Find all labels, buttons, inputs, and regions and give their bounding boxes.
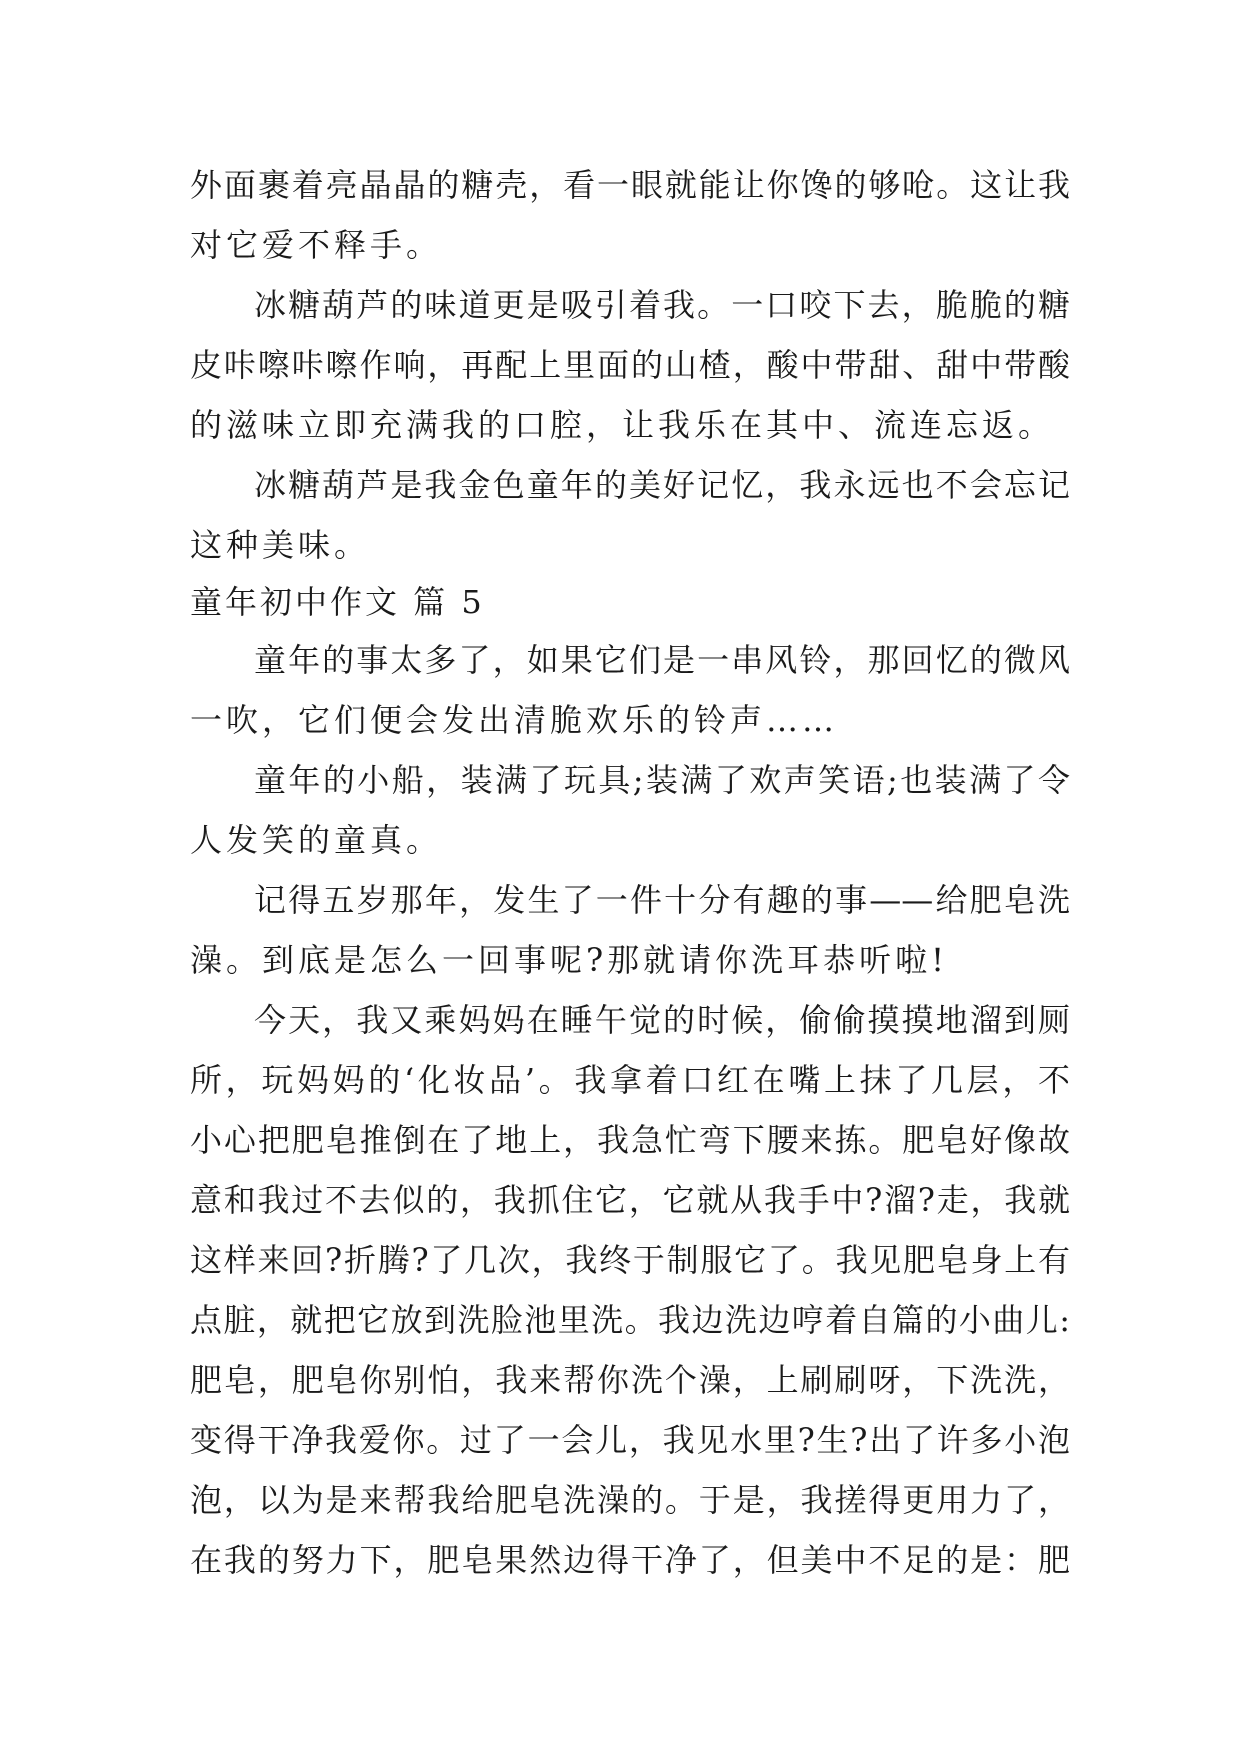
text-line: 在我的努力下，肥皂果然边得干净了，但美中不足的是：肥 <box>190 1541 1070 1579</box>
text-line: 记得五岁那年，发生了一件十分有趣的事——给肥皂洗 <box>254 881 1070 919</box>
text-line: 童年的事太多了，如果它们是一串风铃，那回忆的微风 <box>254 641 1070 679</box>
text-line: 泡，以为是来帮我给肥皂洗澡的。于是，我搓得更用力了， <box>190 1481 1070 1519</box>
text-line: 冰糖葫芦是我金色童年的美好记忆，我永远也不会忘记 <box>254 466 1070 504</box>
text-line: 对它爱不释手。 <box>190 226 443 264</box>
text-line: 这种美味。 <box>190 526 371 564</box>
text-line: 澡。到底是怎么一回事呢?那就请你洗耳恭听啦! <box>190 941 949 979</box>
text-line: 变得干净我爱你。过了一会儿，我见水里?生?出了许多小泡 <box>190 1421 1070 1459</box>
text-line: 人发笑的童真。 <box>190 821 443 859</box>
section-heading: 童年初中作文 篇 5 <box>190 583 485 621</box>
text-line: 所，玩妈妈的‘化妆品’。我拿着口红在嘴上抹了几层，不 <box>190 1061 1070 1099</box>
text-line: 童年的小船，装满了玩具;装满了欢声笑语;也装满了令 <box>254 761 1070 799</box>
text-line: 一吹，它们便会发出清脆欢乐的铃声…… <box>190 701 839 739</box>
text-line: 小心把肥皂推倒在了地上，我急忙弯下腰来拣。肥皂好像故 <box>190 1121 1070 1159</box>
text-line: 肥皂，肥皂你别怕，我来帮你洗个澡，上刷刷呀，下洗洗， <box>190 1361 1070 1399</box>
text-line: 意和我过不去似的，我抓住它，它就从我手中?溜?走，我就 <box>190 1181 1070 1219</box>
text-line: 点脏，就把它放到洗脸池里洗。我边洗边哼着自篇的小曲儿: <box>190 1301 1070 1339</box>
text-line: 外面裹着亮晶晶的糖壳，看一眼就能让你馋的够呛。这让我 <box>190 166 1070 204</box>
text-line: 冰糖葫芦的味道更是吸引着我。一口咬下去，脆脆的糖 <box>254 286 1070 324</box>
text-line: 这样来回?折腾?了几次，我终于制服它了。我见肥皂身上有 <box>190 1241 1070 1279</box>
text-line: 今天，我又乘妈妈在睡午觉的时候，偷偷摸摸地溜到厕 <box>254 1001 1070 1039</box>
text-line: 皮咔嚓咔嚓作响，再配上里面的山楂，酸中带甜、甜中带酸 <box>190 346 1070 384</box>
text-line: 的滋味立即充满我的口腔，让我乐在其中、流连忘返。 <box>190 406 1055 444</box>
